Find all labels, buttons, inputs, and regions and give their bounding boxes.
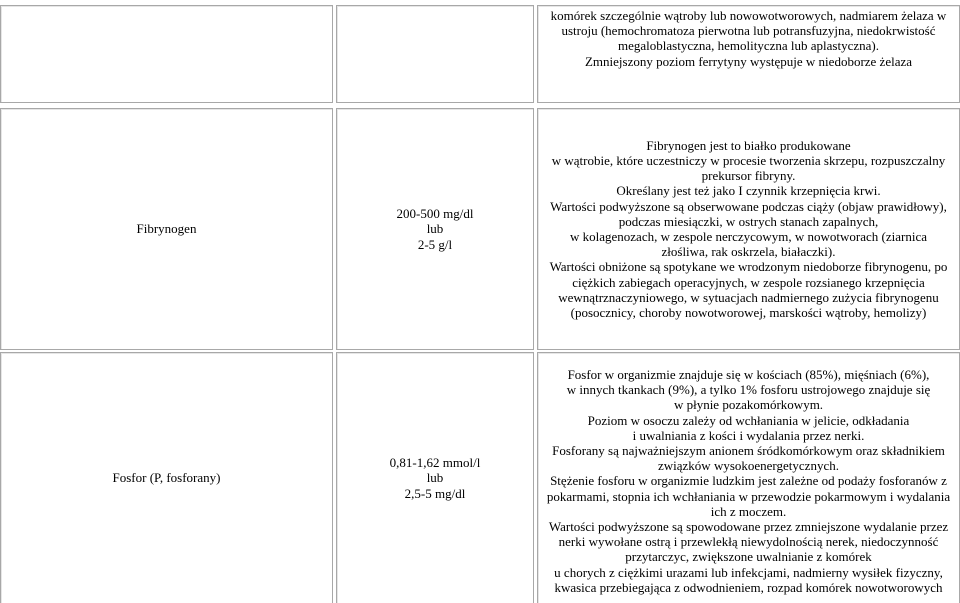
description-line: Poziom w osoczu zależy od wchłaniania w jelicie, odkładania xyxy=(587,412,910,428)
row-fibrynogen-name-cell xyxy=(0,108,333,350)
row-0-description-cell xyxy=(537,5,960,103)
description-line: (posocznicy, choroby nowotworowej, marskości wątroby, hemolizy) xyxy=(570,305,927,321)
parameter-description xyxy=(538,367,959,595)
description-line: podczas miesiączki, w ostrych stanach zapalnych, xyxy=(618,213,879,229)
parameter-description xyxy=(538,138,959,320)
range-line: lub xyxy=(426,221,444,237)
description-line: nerki wywołane ostrą i przewlekłą niewydolnością nerek, niedoczynność xyxy=(558,534,939,550)
row-fibrynogen-description-cell xyxy=(537,108,960,350)
parameter-name: Fosfor (P, fosforany) xyxy=(112,470,221,486)
description-line: w płynie pozakomórkowym. xyxy=(673,397,824,413)
description-line: kwasica przebiegająca z odwodnieniem, rozpad komórek nowotworowych xyxy=(554,579,943,595)
description-line: przytarczyc, zwiększone uwalnianie z komórek xyxy=(625,549,872,565)
description-line: Wartości obniżone są spotykane we wrodzonym niedoborze fibrynogenu, po xyxy=(549,259,948,275)
description-line: Zmniejszony poziom ferrytyny występuje w niedoborze żelaza xyxy=(584,53,913,69)
description-line: komórek szczególnie wątroby lub nowowotworowych, nadmiarem żelaza w xyxy=(550,8,947,23)
reference-range xyxy=(337,206,533,252)
description-line: Fibrynogen jest to białko produkowane xyxy=(646,137,851,153)
description-line: w kolagenozach, w zespole nerczycowym, w nowotworach (ziarnica xyxy=(570,229,927,244)
range-line: lub xyxy=(426,470,444,486)
description-line: pokarmami, stopnia ich wchłaniania w przewodzie pokarmowym i wydalania xyxy=(546,488,951,504)
description-line: wewnątrznaczyniowego, w sytuacjach nadmiernego zużycia fibrynogenu xyxy=(558,289,939,305)
description-line: Wartości podwyższone są obserwowane podczas ciąży (objaw prawidłowy), xyxy=(550,198,947,214)
description-line: w wątrobie, które uczestniczy w procesie tworzenia skrzepu, rozpuszczalny xyxy=(551,152,946,168)
row-fosfor-range-cell xyxy=(336,352,534,603)
row-0-description xyxy=(538,8,959,69)
range-line: 2-5 g/l xyxy=(417,236,453,252)
description-line: złośliwa, rak oskrzela, białaczki). xyxy=(661,244,836,260)
description-line: w innych tkankach (9%), a tylko 1% fosforu ustrojowego znajduje się xyxy=(566,382,931,398)
description-line: Wartości podwyższone są spowodowane przez zmniejszone wydalanie przez xyxy=(548,519,949,535)
description-line: prekursor fibryny. xyxy=(701,168,796,184)
description-line: Fosforany są najważniejszym anionem śródkomórkowym oraz składnikiem xyxy=(552,443,945,459)
row-fibrynogen-range-cell xyxy=(336,108,534,350)
range-line: 0,81-1,62 mmol/l xyxy=(389,455,481,471)
description-line: u chorych z ciężkimi urazami lub infekcjami, nadmierny wysiłek fizyczny, xyxy=(554,564,943,580)
description-line: Określany jest też jako I czynnik krzepnięcia krwi. xyxy=(616,183,881,199)
range-line: 2,5-5 mg/dl xyxy=(404,485,466,501)
range-line: 200-500 mg/dl xyxy=(396,206,474,222)
description-line: ustroju (hemochromatoza pierwotna lub potransfuzyjna, niedokrwistość xyxy=(561,23,936,39)
description-line: megaloblastyczna, hemolityczna lub aplastyczna). xyxy=(618,38,879,54)
description-line: ich z moczem. xyxy=(710,503,787,519)
description-line: i uwalniania z kości i wydalania przez nerki. xyxy=(632,427,865,443)
row-fosfor-name-cell xyxy=(0,352,333,603)
description-line: związków wysokoenergetycznych. xyxy=(658,458,839,474)
description-line: Fosfor w organizmie znajduje się w kościach (85%), mięśniach (6%), xyxy=(567,367,930,382)
row-0-range-cell xyxy=(336,5,534,103)
parameter-name: Fibrynogen xyxy=(136,221,197,237)
row-fosfor-description-cell xyxy=(537,352,960,603)
description-line: ciężkich zabiegach operacyjnych, w zespole rozsianego krzepnięcia xyxy=(572,274,925,290)
reference-range xyxy=(337,455,533,501)
description-line: Stężenie fosforu w organizmie ludzkim jest zależne od podaży fosforanów z xyxy=(550,473,947,489)
row-0-name-cell xyxy=(0,5,333,103)
